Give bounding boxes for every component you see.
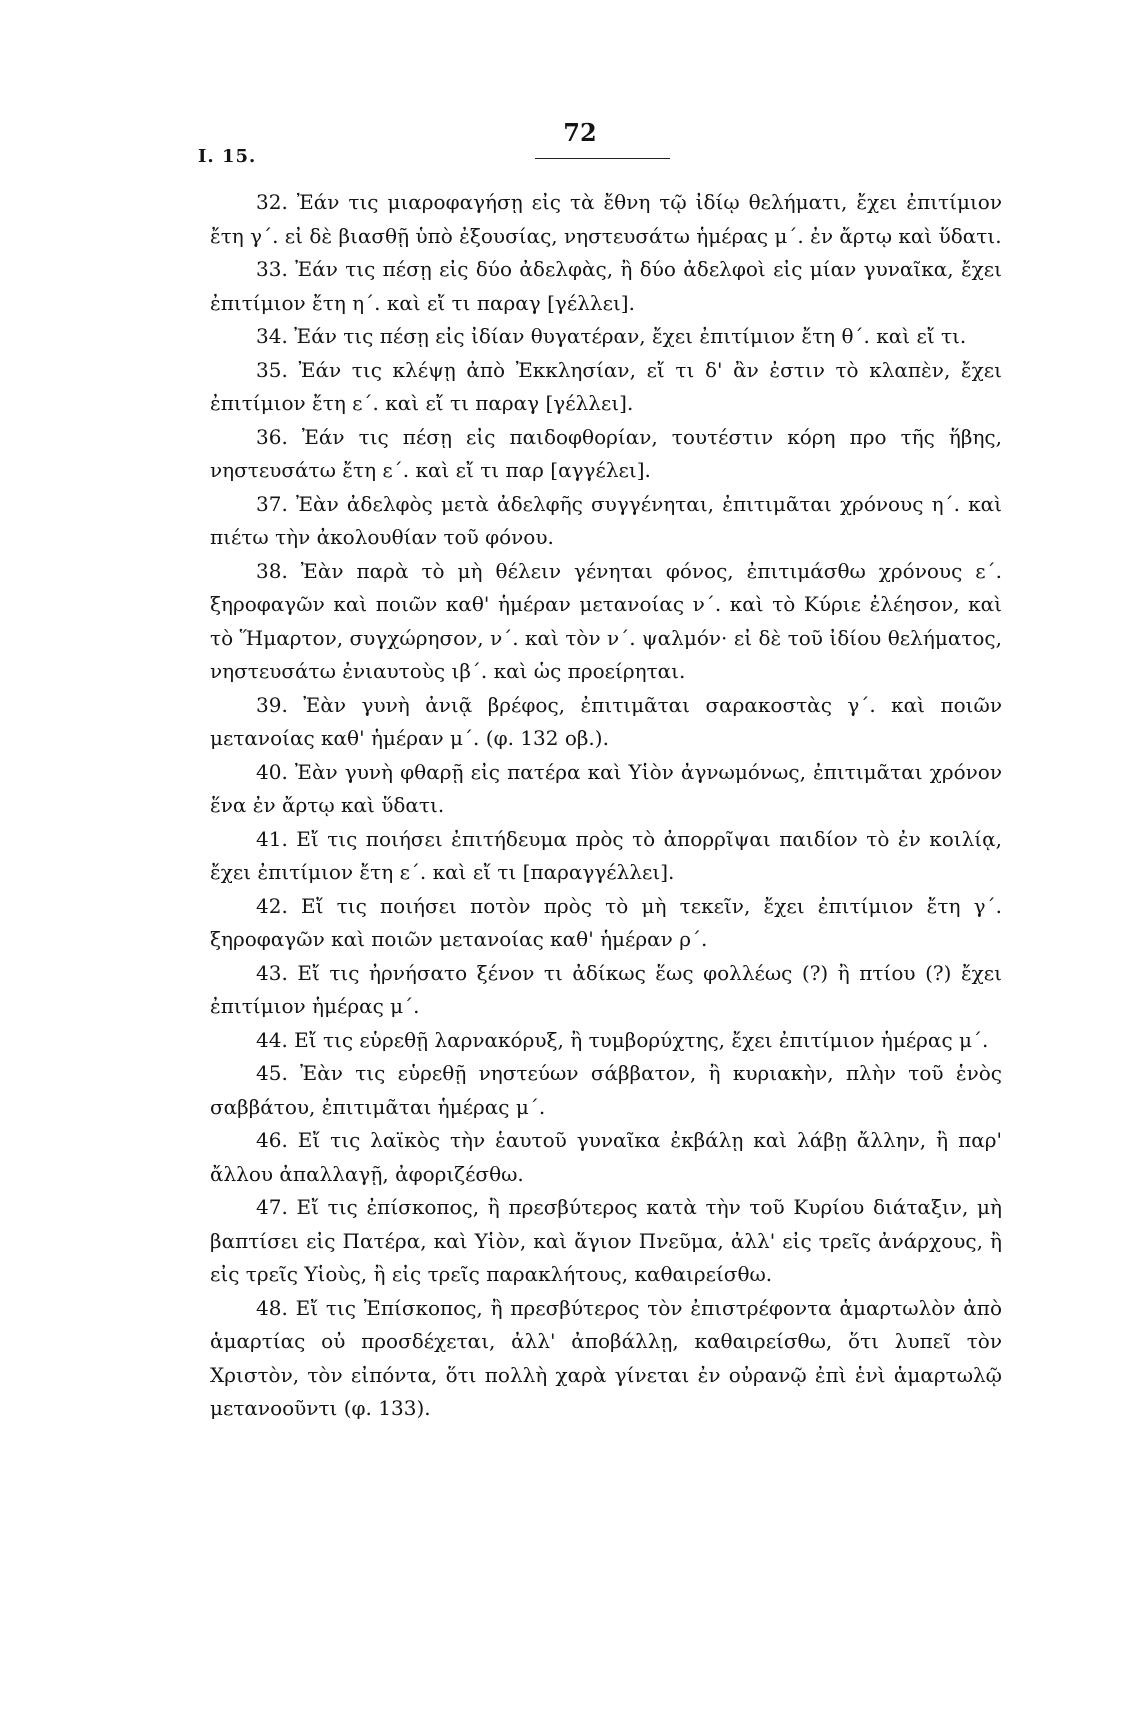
canon-48: 48. Εἴ τις Ἐπίσκοπος, ἢ πρεσβύτερος τὸν ἐπιστρέφοντα ἁμαρτωλὸν ἀπὸ ἁμαρτίας οὐ προσδέχεται, ἀλλ' ἀποβάλλῃ, καθαιρείσθω, ὅτι λυπεῖ τὸν Χριστὸν, τὸν εἰπόντα, ὅτι πολλὴ χαρὰ γίνεται ἐν οὐρανῷ ἐπὶ ἑνὶ ἁμαρτωλῷ μετανοοῦντι (φ. 133). [210, 1295, 1002, 1420]
canon-38: 38. Ἐὰν παρὰ τὸ μὴ θέλειν γένηται φόνος, ἐπιτιμάσθω χρόνους ε΄. ξηροφαγῶν καὶ ποιῶν καθ' ἡμέραν μετανοίας ν΄. καὶ τὸ Κύριε ἐλέησον, καὶ τὸ Ἥμαρτον, συγχώρησον, ν΄. καὶ τὸν ν΄. ψαλμόν· εἰ δὲ τοῦ ἰδίου θελήματος, νηστευσάτω ἐνιαυτοὺς ιβ΄. καὶ ὡς προείρηται. [210, 558, 1002, 683]
canon-35: 35. Ἐάν τις κλέψῃ ἀπὸ Ἐκκλησίαν, εἴ τι δ' ἂν ἐστιν τὸ κλαπὲν, ἔχει ἐπιτίμιον ἔτη ε΄. καὶ εἴ τι παραγ [γέλλει]. [210, 357, 1002, 415]
page-number-rule [535, 158, 670, 159]
canon-43: 43. Εἴ τις ἠρνήσατο ξένον τι ἀδίκως ἕως φολλέως (?) ἢ πτίου (?) ἔχει ἐπιτίμιον ἡμέρας μ΄. [210, 960, 1002, 1018]
canon-46: 46. Εἴ τις λαϊκὸς τὴν ἑαυτοῦ γυναῖκα ἐκβάλῃ καὶ λάβῃ ἄλλην, ἢ παρ' ἄλλου ἀπαλλαγῇ, ἀφοριζέσθω. [210, 1128, 1002, 1186]
canon-33: 33. Ἐάν τις πέσῃ εἰς δύο ἀδελφὰς, ἢ δύο ἀδελφοὶ εἰς μίαν γυναῖκα, ἔχει ἐπιτίμιον ἔτη η΄. καὶ εἴ τι παραγ [γέλλει]. [210, 257, 1002, 315]
canon-40: 40. Ἐὰν γυνὴ φθαρῇ εἰς πατέρα καὶ Υἱὸν ἀγνωμόνως, ἐπιτιμᾶται χρόνον ἕνα ἐν ἄρτῳ καὶ ὕδατι. [210, 759, 1002, 817]
canon-37: 37. Ἐὰν ἀδελφὸς μετὰ ἀδελφῆς συγγένηται, ἐπιτιμᾶται χρόνους η΄. καὶ πιέτω τὴν ἀκολουθίαν τοῦ φόνου. [210, 491, 1002, 549]
canon-47: 47. Εἴ τις ἐπίσκοπος, ἢ πρεσβύτερος κατὰ τὴν τοῦ Κυρίου διάταξιν, μὴ βαπτίσει εἰς Πατέρα, καὶ Υἱὸν, καὶ ἅγιον Πνεῦμα, ἀλλ' εἰς τρεῖς ἀνάρχους, ἢ εἰς τρεῖς Υἱοὺς, ἢ εἰς τρεῖς παρακλήτους, καθαιρείσθω. [210, 1195, 1002, 1286]
canon-42: 42. Εἴ τις ποιήσει ποτὸν πρὸς τὸ μὴ τεκεῖν, ἔχει ἐπιτίμιον ἔτη γ΄. ξηροφαγῶν καὶ ποιῶν μετανοίας καθ' ἡμέραν ρ΄. [210, 893, 1002, 951]
page-number: 72 [563, 118, 597, 147]
canon-39: 39. Ἐὰν γυνὴ ἀνιᾷ βρέφος, ἐπιτιμᾶται σαρακοστὰς γ΄. καὶ ποιῶν μετανοίας καθ' ἡμέραν μ΄. (φ. 132 οβ.). [210, 692, 1002, 750]
canon-41: 41. Εἴ τις ποιήσει ἐπιτήδευμα πρὸς τὸ ἀπορρῖψαι παιδίον τὸ ἐν κοιλίᾳ, ἔχει ἐπιτίμιον ἔτη ε΄. καὶ εἴ τι [παραγγέλλει]. [210, 826, 1002, 884]
body-text [210, 186, 1002, 1426]
canon-34: 34. Ἐάν τις πέσῃ εἰς ἰδίαν θυγατέραν, ἔχει ἐπιτίμιον ἔτη θ΄. καὶ εἴ τι. [256, 324, 967, 348]
signature-mark: I. 15. [198, 146, 257, 167]
canon-44: 44. Εἴ τις εὑρεθῇ λαρνακόρυξ, ἢ τυμβορύχτης, ἔχει ἐπιτίμιον ἡμέρας μ΄. [256, 1027, 989, 1052]
canon-45: 45. Ἐὰν τις εὑρεθῇ νηστεύων σάββατον, ἢ κυριακὴν, πλὴν τοῦ ἑνὸς σαββάτου, ἐπιτιμᾶται ἡμέρας μ΄. [210, 1061, 1002, 1119]
canon-36: 36. Ἐάν τις πέσῃ εἰς παιδοφθορίαν, τουτέστιν κόρη προ τῆς ἥβης, νηστευσάτω ἔτη ε΄. καὶ εἴ τι παρ [αγγέλει]. [210, 424, 1002, 482]
canon-32: 32. Ἐάν τις μιαροφαγήσῃ εἰς τὰ ἔθνη τῷ ἰδίῳ θελήματι, ἔχει ἐπιτίμιον ἔτη γ΄. εἰ δὲ βιασθῇ ὑπὸ ἐξουσίας, νηστευσάτω ἡμέρας μ΄. ἐν ἄρτῳ καὶ ὕδατι. [210, 190, 1002, 248]
